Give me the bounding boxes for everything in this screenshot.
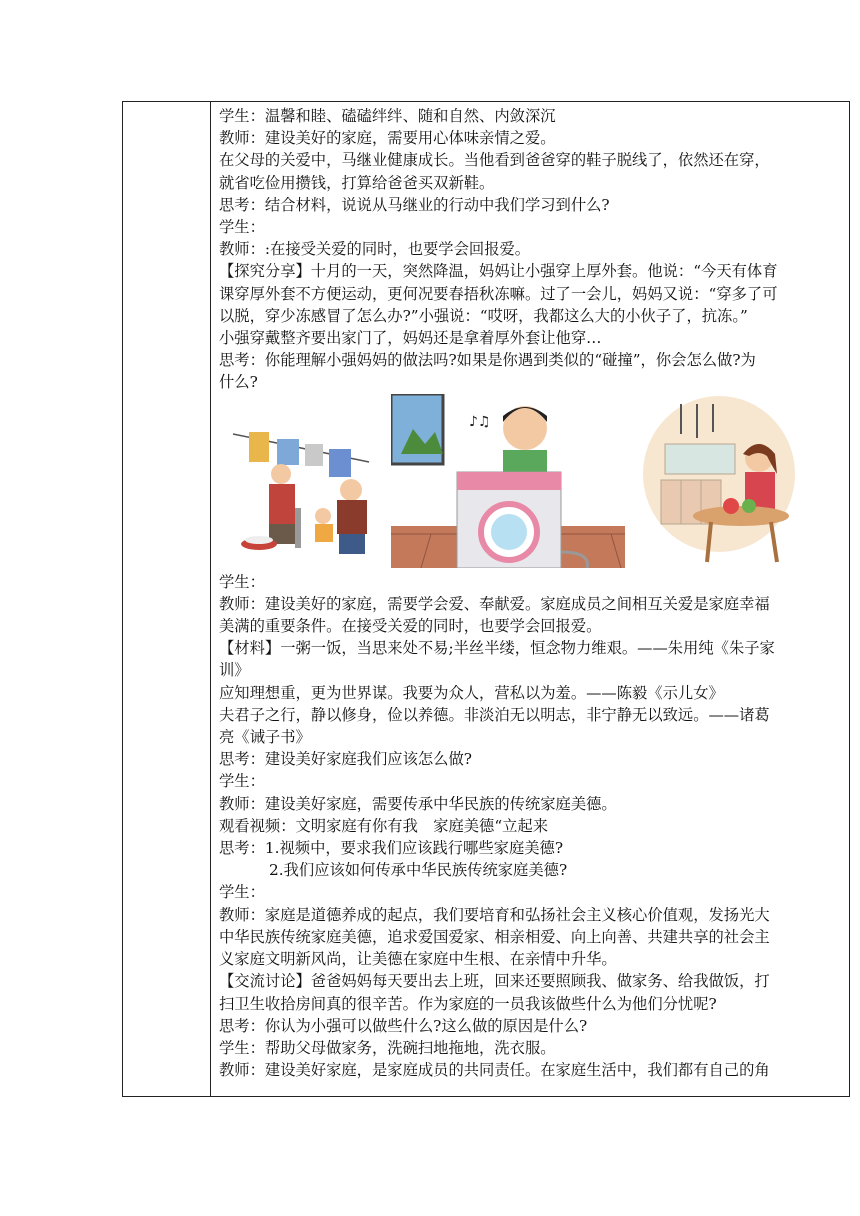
washing-machine-illustration [391, 394, 625, 568]
left-column-cell [123, 102, 211, 1096]
text-line: 【材料】一粥一饭，当思来处不易;半丝半缕，恒念物力维艰。——朱用纯《朱子家 [219, 639, 775, 658]
text-line: 亮《诫子书》 [219, 728, 311, 747]
text-line: 教师：建设美好家庭，需要传承中华民族的传统家庭美德。 [219, 794, 617, 813]
lesson-table [122, 101, 850, 1097]
text-line: 学生： [219, 883, 265, 902]
text-line: 教师：建设美好的家庭，需要学会爱、奉献爱。家庭成员之间相互关爱是家庭幸福 [219, 594, 770, 613]
text-line: 学生： [219, 772, 265, 791]
laundry-family-illustration [219, 394, 391, 568]
text-line: 【探究分享】十月的一天，突然降温，妈妈让小强穿上厚外套。他说：“今天有体育 [219, 262, 778, 281]
text-line: 美满的重要条件。在接受关爱的同时，也要学会回报爱。 [219, 617, 602, 636]
text-line: 什么? [219, 373, 258, 392]
text-line: 思考：建设美好家庭我们应该怎么做? [219, 750, 472, 769]
text-line: 训》 [219, 661, 250, 680]
text-line: 思考：结合材料，说说从马继业的行动中我们学习到什么? [219, 195, 610, 214]
text-line: 教师：家庭是道德养成的起点，我们要培育和弘扬社会主义核心价值观，发扬光大 [219, 905, 770, 924]
text-line: 2.我们应该如何传承中华民族传统家庭美德? [269, 861, 568, 880]
text-line: 思考：你能理解小强妈妈的做法吗?如果是你遇到类似的“碰撞”，你会怎么做?为 [219, 351, 756, 370]
text-line: 学生：帮助父母做家务，洗碗扫地拖地，洗衣服。 [219, 1038, 556, 1057]
kitchen-mother-illustration [641, 394, 801, 568]
text-line: 教师：建设美好家庭，是家庭成员的共同责任。在家庭生活中，我们都有自己的角 [219, 1061, 770, 1080]
text-line: 小强穿戴整齐要出家门了，妈妈还是拿着厚外套让他穿… [219, 329, 602, 348]
text-line: 教师：建设美好的家庭，需要用心体味亲情之爱。 [219, 129, 556, 148]
text-line: 夫君子之行，静以修身，俭以养德。非淡泊无以明志，非宁静无以致远。——诸葛 [219, 705, 770, 724]
text-line: 学生： [219, 572, 265, 591]
text-line: 学生：温馨和睦、磕磕绊绊、随和自然、内敛深沉 [219, 107, 556, 125]
text-line: 【交流讨论】爸爸妈妈每天要出去上班，回来还要照顾我、做家务、给我做饭，打 [219, 972, 770, 991]
text-line: 扫卫生收拾房间真的很辛苦。作为家庭的一员我该做些什么为他们分忧呢? [219, 994, 717, 1013]
content-cell [211, 102, 849, 1096]
text-line: 观看视频：文明家庭有你有我 家庭美德“立起来 [219, 816, 549, 835]
text-line: 中华民族传统家庭美德，追求爱国爱家、相亲相爱、向上向善、共建共享的社会主 [219, 927, 770, 946]
text-line: 学生： [219, 218, 265, 237]
text-line: 教师：:在接受关爱的同时，也要学会回报爱。 [219, 240, 531, 259]
text-line: 思考：1.视频中，要求我们应该践行哪些家庭美德? [219, 839, 564, 858]
text-line: 以脱，穿少冻感冒了怎么办?”小强说：“哎呀，我都这么大的小伙子了，抗冻。” [219, 306, 748, 325]
text-line: 思考：你认为小强可以做些什么?这么做的原因是什么? [219, 1016, 588, 1035]
text-line: 就省吃俭用攒钱，打算给爸爸买双新鞋。 [219, 173, 495, 192]
text-line: 义家庭文明新风尚，让美德在家庭中生根、在亲情中升华。 [219, 950, 617, 969]
text-line: 课穿厚外套不方便运动，更何况要春捂秋冻嘛。过了一会儿，妈妈又说：“穿多了可 [219, 284, 778, 303]
text-line: 应知理想重，更为世界谋。我要为众人，营私以为羞。——陈毅《示儿女》 [219, 683, 724, 702]
illustration-row [219, 394, 843, 570]
text-line: 在父母的关爱中，马继业健康成长。当他看到爸爸穿的鞋子脱线了，依然还在穿， [219, 151, 770, 170]
svg-text:♪♫: ♪♫ [469, 413, 491, 430]
